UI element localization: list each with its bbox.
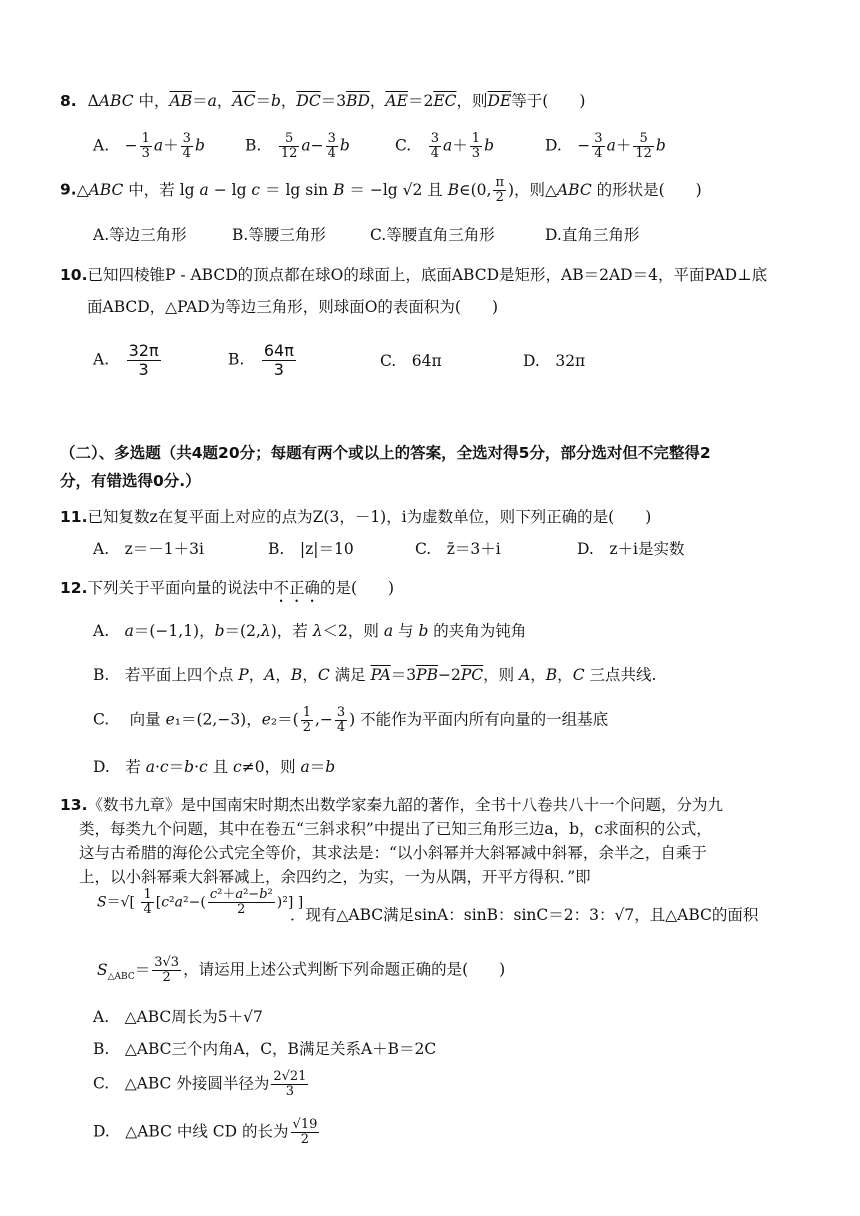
section-multi-choice-heading-line1: （二）、多选题（共4题20分；每题有两个或以上的答案，全选对得5分，部分选对但不完整得2 — [60, 444, 711, 462]
q13-option-a[interactable]: A. △ABC周长为5＋√7 — [93, 1008, 263, 1026]
question-13-line5: ．现有△ABC满足sinA：sinB：sinC＝2：3：√7，且△ABC的面积 — [290, 906, 759, 924]
question-13-line1: 13.《数书九章》是中国南宋时期杰出数学家秦九韶的著作，全书十八卷共八十一个问题，分为九 — [60, 796, 723, 814]
q13-option-d[interactable]: D. △ABC 中线 CD 的长为 $\frac{√19}{2}$ — [93, 1117, 318, 1147]
q9-option-c[interactable]: C.等腰直角三角形 — [370, 226, 495, 244]
question-8-stem: 8. ΔABC 中，$\overline{AB}=a$，$\overline{AC}=b$，$\overline{DC}=3\overline{BD}$，$\overline{AE}=2\overline{EC}$，则$\overline{DE}$等于( ) — [60, 92, 586, 110]
q9-option-a[interactable]: A.等边三角形 — [93, 226, 187, 244]
q13-option-b[interactable]: B. △ABC三个内角A，C，B满足关系A＋B＝2C — [93, 1040, 437, 1058]
q13-option-c[interactable]: C. △ABC 外接圆半径为 $\frac{2√21}{3}$ — [93, 1069, 307, 1099]
q11-option-a[interactable]: A. z＝－1＋3i — [93, 540, 204, 558]
q10-option-a[interactable]: A. $\frac{32\pi}{3}$ — [93, 341, 159, 379]
question-10-stem-line1: 10.已知四棱锥P - ABCD的顶点都在球O的球面上，底面ABCD是矩形，AB＝2AD＝4，平面PAD⊥底 — [60, 266, 768, 284]
question-13-line3: 这与古希腊的海伦公式完全等价，其求法是：“以小斜幂并大斜幂减中斜幂，余半之，自乘于 — [79, 844, 707, 862]
q12-option-b[interactable]: B. 若平面上四个点 P，A，B，C 满足 $\overline{PA}=3\overline{PB}-2\overline{PC}$，则 A，B，C 三点共线. — [93, 666, 657, 684]
q9-option-b[interactable]: B.等腰三角形 — [232, 226, 326, 244]
question-10-stem-line2: 面ABCD，△PAD为等边三角形，则球面O的表面积为( ) — [87, 298, 499, 316]
question-12-stem: 12.下列关于平面向量的说法中不正确的是( ) — [60, 579, 395, 597]
q11-option-b[interactable]: B. |z|＝10 — [268, 540, 354, 558]
question-13-line2: 类，每类九个问题，其中在卷五“三斜求积”中提出了已知三角形三边a，b，c求面积的公式， — [79, 820, 712, 838]
q10-option-c[interactable]: C. 64π — [380, 352, 442, 370]
q9-option-d[interactable]: D.直角三角形 — [545, 226, 640, 244]
q8-option-d[interactable]: D. − $\frac{3}{4}$ a＋ $\frac{5}{12}$ b — [545, 131, 666, 161]
q12-option-c[interactable]: C. 向量 e₁＝(2,−3)，e₂＝( $\frac{1}{2}$ ,− $\frac{3}{4}$ ) 不能作为平面内所有向量的一组基底 — [93, 705, 609, 735]
q8-option-a[interactable]: A. − $\frac{1}{3}$ a＋ $\frac{3}{4}$ b — [93, 131, 205, 161]
question-9-stem: 9.△ABC 中，若 lg a − lg c ＝ lg sin B ＝ −lg √2 且 B∈(0, $\frac{\pi}{2}$ )，则△ABC 的形状是( ) — [60, 175, 702, 205]
q10-option-b[interactable]: B. $\frac{64\pi}{3}$ — [228, 341, 294, 379]
q11-option-c[interactable]: C. z̄＝3＋i — [415, 540, 501, 558]
q12-option-a[interactable]: A. a＝(−1,1)，b＝(2,λ)，若 λ＜2，则 a 与 b 的夹角为钝角 — [93, 622, 527, 640]
question-13-line4: 上，以小斜幂乘大斜幂减上，余四约之，为实，一为从隅，开平方得积．”即 — [79, 868, 591, 886]
question-13-line6: $S_{\triangle ABC}=$ $\frac{3√3}{2}$ ，请运用上述公式判断下列命题正确的是( ) — [97, 955, 506, 985]
q10-option-d[interactable]: D. 32π — [523, 352, 586, 370]
q11-option-d[interactable]: D. z＋i是实数 — [577, 540, 685, 558]
q12-option-d[interactable]: D. 若 a·c＝b·c 且 c≠0，则 a＝b — [93, 758, 336, 776]
q8-option-b[interactable]: B. $\frac{5}{12}$ a− $\frac{3}{4}$ b — [245, 131, 350, 161]
section-multi-choice-heading-line2: 分，有错选得0分.） — [60, 472, 201, 490]
question-11-stem: 11.已知复数z在复平面上对应的点为Z(3，－1)，i为虚数单位，则下列正确的是( ) — [60, 508, 652, 526]
heron-qin-formula: S＝√[ $\frac{1}{4}$ [c²a²−( $\frac{\text{c²＋a²−b²}}{2}$ )²] ] — [97, 887, 304, 917]
q8-option-c[interactable]: C. $\frac{3}{4}$ a＋ $\frac{1}{3}$ b — [395, 131, 494, 161]
